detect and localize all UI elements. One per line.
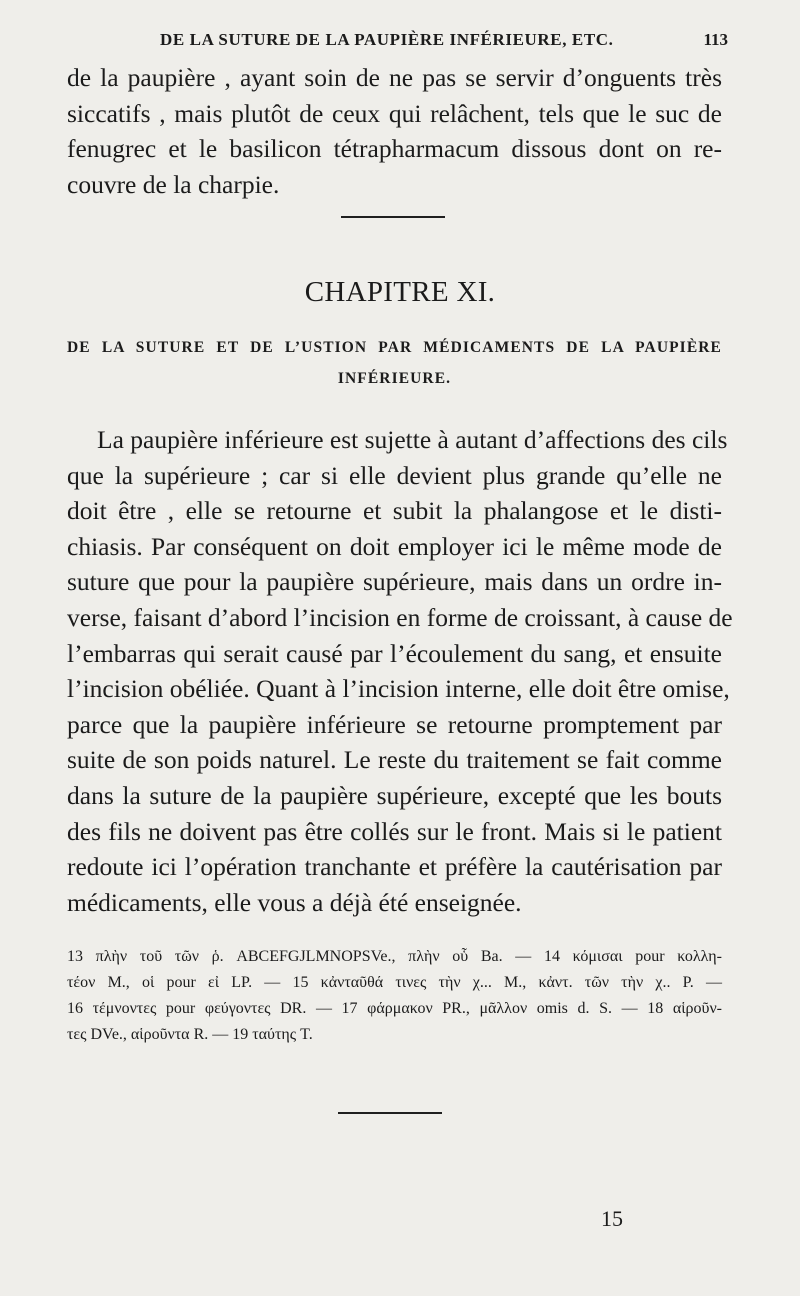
text-line: couvre de la charpie. xyxy=(67,169,280,199)
footnote-line: 16 τέμνοντες pour φεύγοντες DR. — 17 φάρμακον PR., μᾶλλον omis d. S. — 18 αἱροῦν- xyxy=(67,1000,722,1017)
text-line: fenugrec et le basilicon tétrapharmacum dissous dont on re- xyxy=(67,134,722,164)
text-line: La paupière inférieure est sujette à autant d’affections des cils xyxy=(97,425,728,454)
section-divider xyxy=(341,216,445,218)
text-line: suite de son poids naturel. Le reste du traitement se fait comme xyxy=(67,745,722,775)
text-line: chiasis. Par conséquent on doit employer ici le même mode de xyxy=(67,531,722,561)
subtitle-line: DE LA SUTURE ET DE L’USTION PAR MÉDICAMENTS DE LA PAUPIÈRE xyxy=(67,339,722,356)
text-line: redoute ici l’opération tranchante et préfère la cautérisation par xyxy=(67,852,722,882)
chapter-subtitle xyxy=(67,332,722,394)
signature-mark: 15 xyxy=(601,1206,623,1231)
running-head xyxy=(68,30,728,54)
footnotes xyxy=(67,944,722,1048)
footnote-line: τέον M., οἱ pour εἰ LP. — 15 κἀνταῦθά τινες τὴν χ... M., κἀντ. τῶν τὴν χ.. P. — xyxy=(67,974,722,991)
text-line: dans la suture de la paupière supérieure, excepté que les bouts xyxy=(67,780,722,810)
running-title: DE LA SUTURE DE LA PAUPIÈRE INFÉRIEURE, ETC. xyxy=(160,30,614,49)
footnote-line: τες DVe., αἱροῦντα R. — 19 ταύτης T. xyxy=(67,1026,313,1043)
text-line: l’incision obéliée. Quant à l’incision interne, elle doit être omise, xyxy=(67,674,730,704)
text-line: que la supérieure ; car si elle devient plus grande qu’elle ne xyxy=(67,460,722,490)
text-line: médicaments, elle vous a déjà été enseignée. xyxy=(67,887,522,917)
paragraph-continuation xyxy=(67,60,722,202)
text-line: doit être , elle se retourne et subit la phalangose et le disti- xyxy=(67,496,722,526)
text-line: parce que la paupière inférieure se retourne promptement par xyxy=(67,709,722,739)
paragraph-main xyxy=(67,422,733,920)
footnote-line: 13 πλὴν τοῦ τῶν ῥ. ABCEFGJLMNOPSVe., πλὴν οὗ Ba. — 14 κόμισαι pour κολλη- xyxy=(67,948,722,965)
text-line: verse, faisant d’abord l’incision en forme de croissant, à cause de xyxy=(67,602,733,632)
text-line: de la paupière , ayant soin de ne pas se servir d’onguents très xyxy=(67,63,722,92)
text-line: suture que pour la paupière supérieure, mais dans un ordre in- xyxy=(67,567,722,597)
text-line: l’embarras qui serait causé par l’écoulement du sang, et ensuite xyxy=(67,638,722,668)
footnote-divider xyxy=(338,1112,442,1114)
text-line: des fils ne doivent pas être collés sur le front. Mais si le patient xyxy=(67,816,722,846)
subtitle-line: INFÉRIEURE. xyxy=(337,370,452,387)
page-number: 113 xyxy=(703,30,728,49)
text-line: siccatifs , mais plutôt de ceux qui relâchent, tels que le suc de xyxy=(67,98,722,128)
chapter-title: CHAPITRE XI. xyxy=(304,276,496,308)
